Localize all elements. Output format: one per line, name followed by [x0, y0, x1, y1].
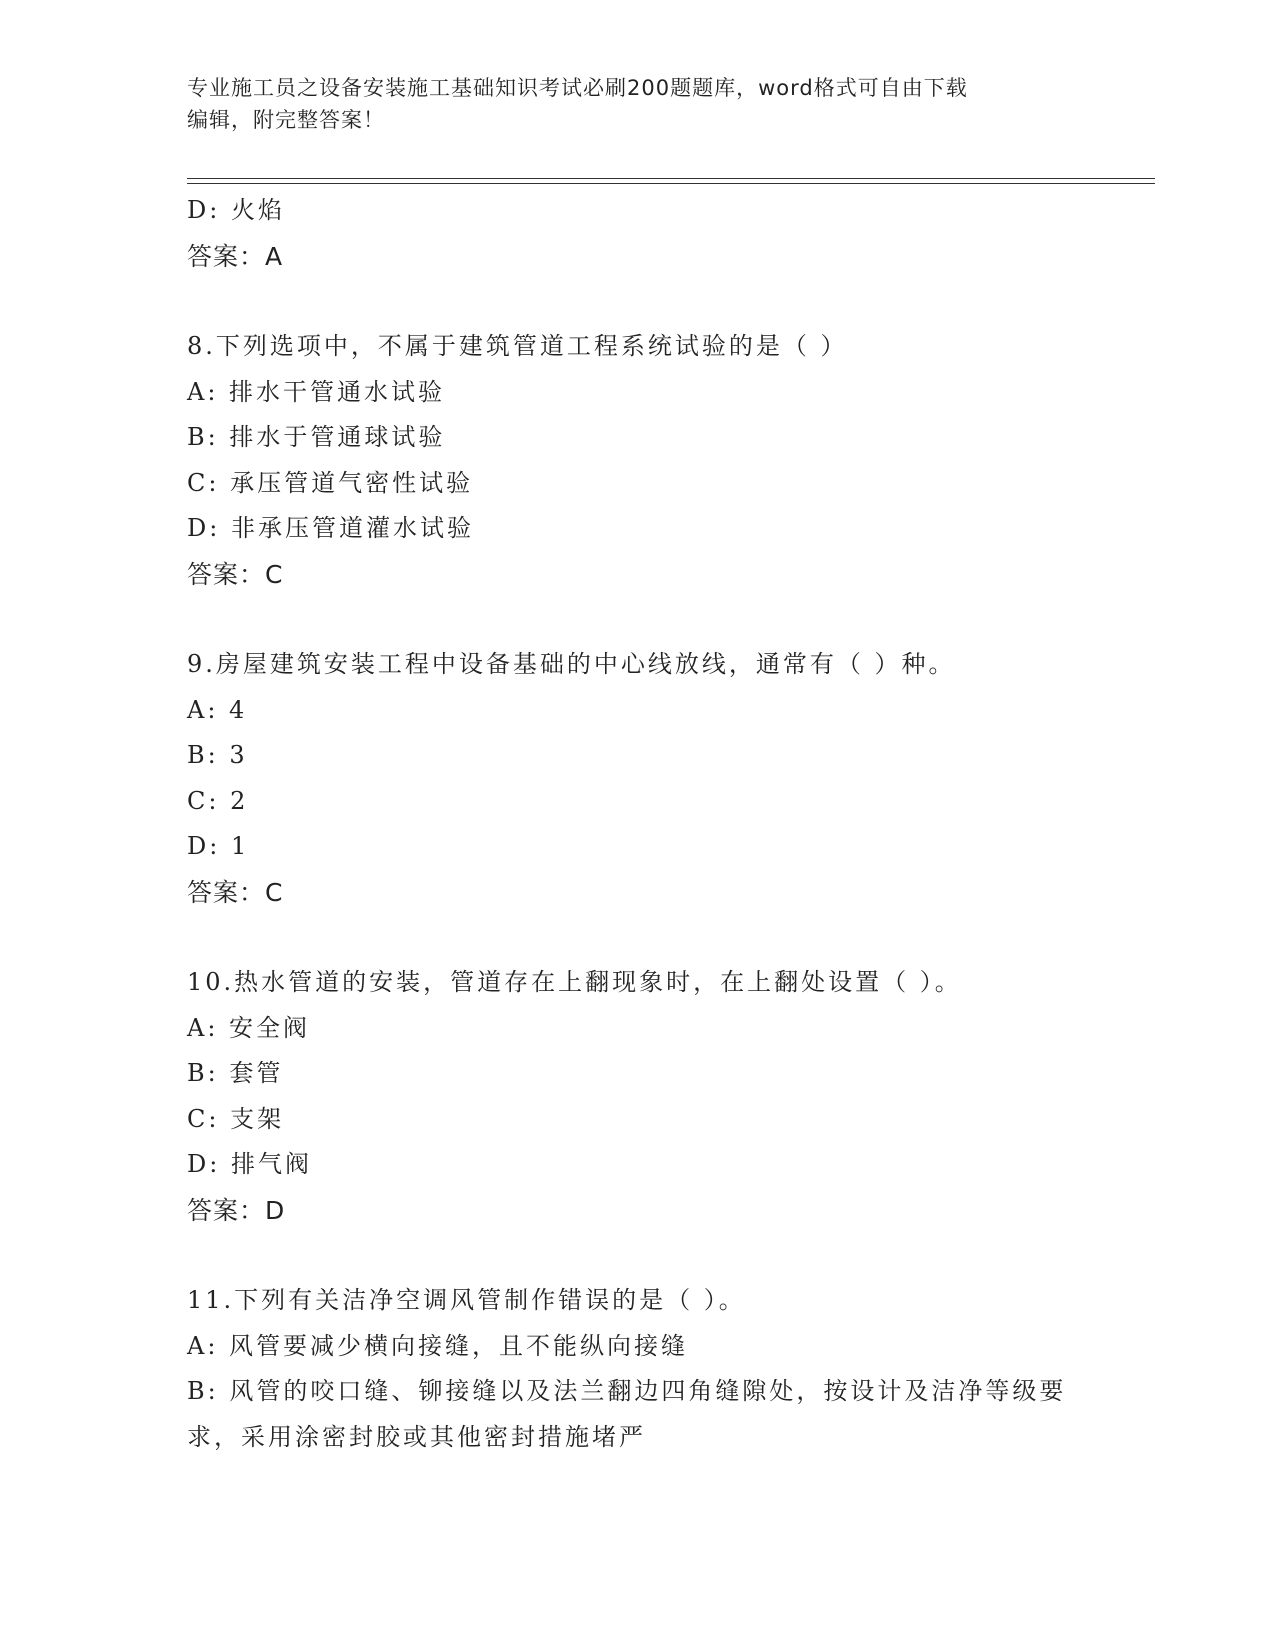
prev-option-d: D: 火焰	[187, 196, 285, 224]
question-9-option-c: C: 2	[187, 786, 249, 815]
question-9-option-d: D: 1	[187, 832, 250, 860]
prev-answer: 答案：A	[187, 241, 284, 271]
question-11-option-b: B: 风管的咬口缝、铆接缝以及法兰翻边四角缝隙处，按设计及洁净等级要求，采用涂密封胶或其他密封措施堵严	[187, 1377, 1067, 1451]
question-10-option-d: D: 排气阀	[187, 1150, 312, 1178]
document-header	[187, 72, 1087, 136]
question-10-option-c: C: 支架	[187, 1104, 285, 1133]
question-11-stem: 11.下列有关洁净空调风管制作错误的是（ ）。	[187, 1286, 746, 1314]
question-8-option-b: B: 排水于管通球试验	[187, 423, 446, 451]
header-line-2: 编辑，附完整答案！	[187, 108, 385, 132]
question-11-option-a: A: 风管要减少横向接缝，且不能纵向接缝	[187, 1331, 689, 1360]
header-line-1: 专业施工员之设备安装施工基础知识考试必刷200题题库，word格式可自由下载	[187, 76, 968, 100]
question-10-option-b: B: 套管	[187, 1059, 284, 1087]
question-10-stem: 10.热水管道的安装，管道存在上翻现象时，在上翻处设置（ ）。	[187, 968, 962, 996]
question-9-option-b: B: 3	[187, 741, 248, 769]
question-8-option-c: C: 承压管道气密性试验	[187, 468, 474, 497]
question-list	[187, 188, 1087, 1460]
question-9-stem: 9.房屋建筑安装工程中设备基础的中心线放线，通常有（ ）种。	[187, 650, 956, 678]
question-9-option-a: A: 4	[187, 695, 248, 724]
question-8-option-a: A: 排水干管通水试验	[187, 377, 446, 406]
question-8-answer: 答案：C	[187, 559, 284, 589]
question-10-option-a: A: 安全阀	[187, 1013, 311, 1042]
question-8-option-d: D: 非承压管道灌水试验	[187, 514, 474, 542]
header-rule-top	[187, 178, 1155, 179]
question-9-answer: 答案：C	[187, 877, 284, 907]
question-8-stem: 8.下列选项中，不属于建筑管道工程系统试验的是（ ）	[187, 332, 848, 360]
question-10-answer: 答案：D	[187, 1195, 286, 1225]
header-rule-bottom	[187, 183, 1155, 184]
